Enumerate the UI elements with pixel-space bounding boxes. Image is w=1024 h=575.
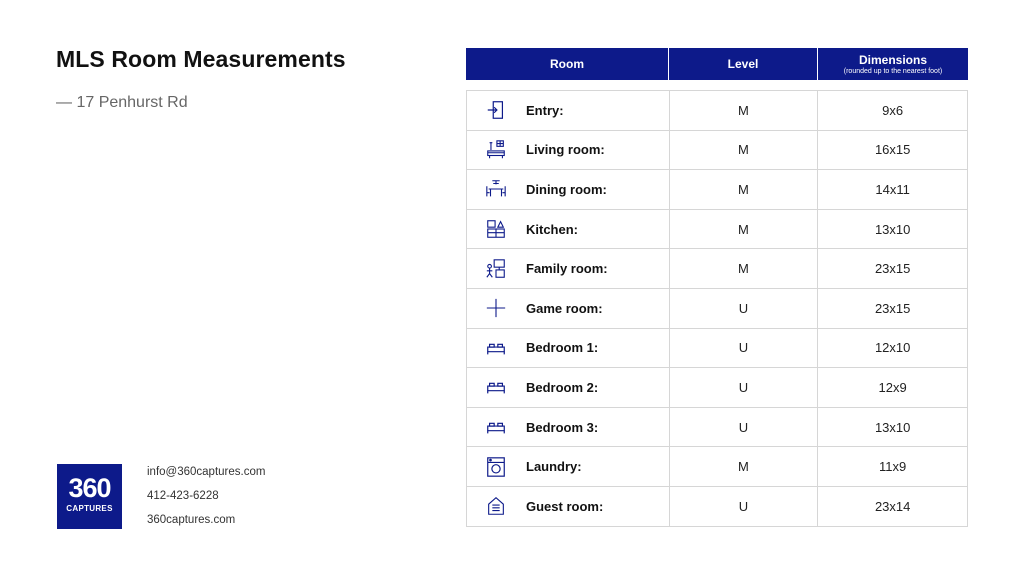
level-cell: M xyxy=(670,131,819,171)
room-cell xyxy=(467,210,670,250)
level-cell: U xyxy=(670,289,819,329)
room-name: Game room: xyxy=(526,300,603,316)
contact-info xyxy=(147,465,265,537)
dimensions-cell: 23x15 xyxy=(818,249,968,289)
room-cell xyxy=(467,329,670,369)
room-cell xyxy=(467,91,670,131)
dimensions-cell: 12x10 xyxy=(818,329,968,369)
column-header-room: Room xyxy=(466,48,669,80)
room-name: Bedroom 2: xyxy=(526,379,599,395)
level-cell: M xyxy=(670,91,819,131)
room-cell xyxy=(467,408,670,448)
room-name: Bedroom 3: xyxy=(526,419,599,435)
dimensions-cell: 13x10 xyxy=(818,408,968,448)
room-name: Laundry: xyxy=(526,459,582,475)
room-measurements-table xyxy=(466,48,968,527)
dimensions-cell: 12x9 xyxy=(818,368,968,408)
room-cell xyxy=(467,170,670,210)
sofa-lamp-icon xyxy=(485,139,507,161)
dimensions-cell: 9x6 xyxy=(818,91,968,131)
table-row xyxy=(467,170,968,210)
dimensions-cell: 23x14 xyxy=(818,487,968,527)
table-row xyxy=(467,329,968,369)
guest-house-icon xyxy=(485,495,507,517)
room-cell xyxy=(467,368,670,408)
level-cell: M xyxy=(670,210,819,250)
room-name: Guest room: xyxy=(526,498,604,514)
column-header-level: Level xyxy=(669,48,818,80)
column-header-dimensions: Dimensions (rounded up to the nearest foot) xyxy=(843,53,943,75)
bed-icon xyxy=(485,337,507,359)
room-name: Bedroom 1: xyxy=(526,340,599,356)
tv-room-icon xyxy=(485,258,507,280)
bed-icon xyxy=(485,376,507,398)
dimensions-cell: 11x9 xyxy=(818,447,968,487)
level-cell: M xyxy=(670,249,819,289)
dimensions-note: (rounded up to the nearest foot) xyxy=(843,68,943,75)
contact-phone[interactable]: 412-423-6228 xyxy=(147,490,219,502)
contact-website[interactable]: 360captures.com xyxy=(147,514,236,526)
dimensions-cell: 23x15 xyxy=(818,289,968,329)
logo-number: 360 xyxy=(68,473,111,503)
room-name: Living room: xyxy=(526,142,605,158)
level-cell: M xyxy=(670,170,819,210)
table-row xyxy=(467,249,968,289)
level-cell: U xyxy=(670,487,819,527)
company-logo xyxy=(57,464,122,529)
room-cell xyxy=(467,487,670,527)
room-name: Dining room: xyxy=(526,181,607,197)
level-cell: U xyxy=(670,368,819,408)
table-row xyxy=(467,408,968,448)
contact-email[interactable]: info@360captures.com xyxy=(147,466,266,478)
table-row xyxy=(467,368,968,408)
logo-word: CAPTURES xyxy=(66,504,113,513)
table-row xyxy=(467,131,968,171)
table-row xyxy=(467,91,968,131)
dimensions-cell: 14x11 xyxy=(818,170,968,210)
dining-table-icon xyxy=(485,178,507,200)
level-cell: U xyxy=(670,408,819,448)
table-row xyxy=(467,447,968,487)
table-header xyxy=(466,48,968,80)
room-name: Family room: xyxy=(526,261,608,277)
room-cell xyxy=(467,447,670,487)
table-row xyxy=(467,289,968,329)
level-cell: M xyxy=(670,447,819,487)
room-cell xyxy=(467,131,670,171)
room-cell xyxy=(467,249,670,289)
dimensions-cell: 13x10 xyxy=(818,210,968,250)
room-name: Kitchen: xyxy=(526,221,578,237)
property-address: — 17 Penhurst Rd xyxy=(56,94,188,111)
room-cell xyxy=(467,289,670,329)
crosshair-icon xyxy=(485,297,507,319)
room-name: Entry: xyxy=(526,102,564,118)
washing-machine-icon xyxy=(485,456,507,478)
table-body xyxy=(466,90,968,527)
level-cell: U xyxy=(670,329,819,369)
dimensions-cell: 16x15 xyxy=(818,131,968,171)
table-row xyxy=(467,210,968,250)
kitchen-cabinet-icon xyxy=(485,218,507,240)
door-enter-icon xyxy=(485,99,507,121)
table-row xyxy=(467,487,968,527)
page-title: MLS Room Measurements xyxy=(56,46,346,72)
bed-icon xyxy=(485,416,507,438)
